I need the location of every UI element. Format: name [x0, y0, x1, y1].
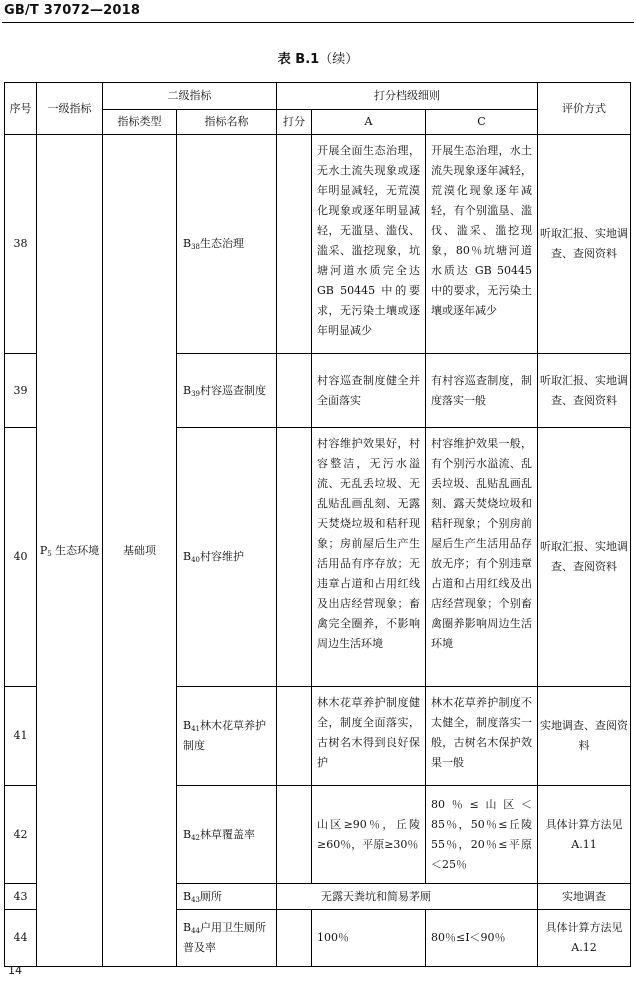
- grade-c-text: 80％≤山区＜85％，50％≤丘陵 55％，20％≤平原＜25％: [431, 797, 533, 871]
- indicator-name-text: 林木花草养护制度: [183, 719, 267, 752]
- method-cell: 听取汇报、实地调查、查阅资料: [538, 135, 631, 354]
- col-scoring-header: 打分档级细则: [277, 83, 538, 110]
- evaluation-table: [4, 82, 631, 967]
- standard-number: GB/T 37072—2018: [4, 3, 141, 18]
- table-caption: [0, 48, 636, 67]
- row-seq: 38: [5, 135, 37, 354]
- page-number: 14: [8, 964, 22, 977]
- indicator-code-sub: 44: [191, 927, 201, 935]
- method-cell: 实地调查: [538, 884, 631, 910]
- grade-a-cell: [312, 687, 426, 786]
- method-cell: 具体计算方法见 A.12: [538, 910, 631, 967]
- indicator-name: [177, 135, 277, 354]
- method-cell: 听取汇报、实地调查、查阅资料: [538, 428, 631, 687]
- col-type-header: 指标类型: [103, 110, 177, 135]
- indicator-name: [177, 687, 277, 786]
- score-cell: [277, 135, 312, 354]
- indicator-code: B: [183, 889, 192, 903]
- indicator-code: B: [183, 550, 192, 563]
- grade-c-text: 开展生态治理，水土流失现象逐年减轻，荒漠化现象逐年减轻，有个别滥垦、滥伐、滥采、滥挖现象，80％坑塘河道水质达 GB 50445 中的要求，无污染土壤或逐年减少: [431, 144, 533, 317]
- score-cell: [277, 786, 312, 884]
- method-cell: 具体计算方法见 A.11: [538, 786, 631, 884]
- method-cell: 实地调查、查阅资料: [538, 687, 631, 786]
- score-cell: [277, 428, 312, 687]
- grade-a-text: 村容维护效果好，村容整洁，无污水溢流、无乱丢垃圾、无乱贴乱画乱刻、无露天焚烧垃圾和秸秆现象；房前屋后生产生活用品有序存放；无违章占道和占用红线及出店经营现象；畜禽完全圈养，不影响周边生活环境: [317, 437, 420, 650]
- level1-label: 生态环境: [51, 543, 100, 557]
- indicator-code-sub: 43: [191, 895, 201, 904]
- indicator-code: B: [183, 237, 192, 250]
- col-seq-header: 序号: [5, 83, 37, 135]
- indicator-code-sub: 41: [191, 725, 201, 733]
- col-grade-c-header: C: [426, 110, 538, 135]
- indicator-code-sub: 39: [191, 389, 201, 398]
- indicator-code-sub: 40: [191, 556, 201, 564]
- level1-code-sub: 5: [47, 549, 52, 558]
- col-method-header: 评价方式: [538, 83, 631, 135]
- grade-a-cell: [312, 135, 426, 354]
- grade-a-cell: [312, 428, 426, 687]
- header-row-1: [5, 83, 631, 110]
- row-seq: 41: [5, 687, 37, 786]
- indicator-code-sub: 42: [191, 833, 201, 842]
- grade-a-cell: [312, 354, 426, 428]
- indicator-name: [177, 884, 277, 910]
- method-cell: 听取汇报、实地调查、查阅资料: [538, 354, 631, 428]
- indicator-code: B: [183, 383, 192, 397]
- row-seq: 44: [5, 910, 37, 967]
- row-seq: 43: [5, 884, 37, 910]
- grade-c-cell: [426, 687, 538, 786]
- score-cell: [277, 687, 312, 786]
- row-seq: 40: [5, 428, 37, 687]
- indicator-code: B: [183, 827, 192, 841]
- indicator-name-text: 户用卫生厕所普及率: [183, 921, 267, 954]
- grade-c-text: 林木花草养护制度不太健全，制度落实一般，古树名木保护效果一般: [431, 696, 533, 769]
- grade-a-text: 100％: [317, 931, 349, 944]
- merged-grade-cell: 无露天粪坑和简易茅厕: [277, 884, 538, 910]
- caption-label: 表 B.1: [277, 52, 320, 67]
- indicator-name-text: 林草覆盖率: [200, 827, 256, 841]
- table-row: [5, 135, 631, 354]
- grade-c-cell: [426, 428, 538, 687]
- grade-c-cell: [426, 910, 538, 967]
- indicator-name-text: 厕所: [200, 889, 223, 903]
- indicator-code: B: [183, 921, 192, 934]
- indicator-name: [177, 354, 277, 428]
- score-cell: [277, 354, 312, 428]
- grade-a-cell: [312, 786, 426, 884]
- level1-cell: [37, 135, 103, 967]
- grade-a-text: 开展全面生态治理，无水土流失现象或逐年明显减轻，无荒漠化现象或逐年明显减轻，无滥垦、滥伐、滥采、滥挖现象，坑塘河道水质完全达 GB 50445 中的要求，无污染土壤或逐年明显减少: [317, 144, 420, 337]
- grade-c-text: 村容维护效果一般，有个别污水溢流、乱丢垃圾、乱贴乱画乱刻、露天焚烧垃圾和秸秆现象；个别房前屋后生产生活用品存放无序；有个别违章占道和占用红线及出店经营现象；个别畜禽圈养影响周边生活环境: [431, 437, 533, 650]
- grade-c-cell: [426, 786, 538, 884]
- indicator-name: [177, 910, 277, 967]
- indicator-name-text: 生态治理: [200, 237, 245, 250]
- caption-suffix: （续）: [319, 52, 359, 67]
- indicator-name-text: 村容维护: [200, 550, 245, 563]
- header-rule: [2, 22, 634, 23]
- indicator-code-sub: 38: [191, 243, 201, 251]
- indicator-name: [177, 428, 277, 687]
- col-name-header: 指标名称: [177, 110, 277, 135]
- col-grade-a-header: A: [312, 110, 426, 135]
- grade-a-cell: [312, 910, 426, 967]
- row-seq: 39: [5, 354, 37, 428]
- col-level1-header: 一级指标: [37, 83, 103, 135]
- indicator-name-text: 村容巡查制度: [200, 383, 267, 397]
- grade-a-text: 山区≥90％，丘陵≥60％，平原≥30％: [317, 817, 420, 851]
- grade-a-text: 林木花草养护制度健全，制度全面落实，古树名木得到良好保护: [317, 696, 420, 769]
- grade-c-cell: [426, 135, 538, 354]
- grade-c-cell: [426, 354, 538, 428]
- col-score-header: 打分: [277, 110, 312, 135]
- score-cell: [277, 910, 312, 967]
- indicator-code: B: [183, 719, 192, 732]
- grade-a-text: 村容巡查制度健全并全面落实: [317, 373, 420, 407]
- grade-c-text: 80％≤I＜90％: [431, 931, 506, 944]
- type-cell: 基础项: [103, 135, 177, 967]
- grade-c-text: 有村容巡查制度，制度落实一般: [431, 373, 533, 407]
- row-seq: 42: [5, 786, 37, 884]
- indicator-name: [177, 786, 277, 884]
- col-level2-header: 二级指标: [103, 83, 277, 110]
- level1-code: P: [39, 543, 48, 557]
